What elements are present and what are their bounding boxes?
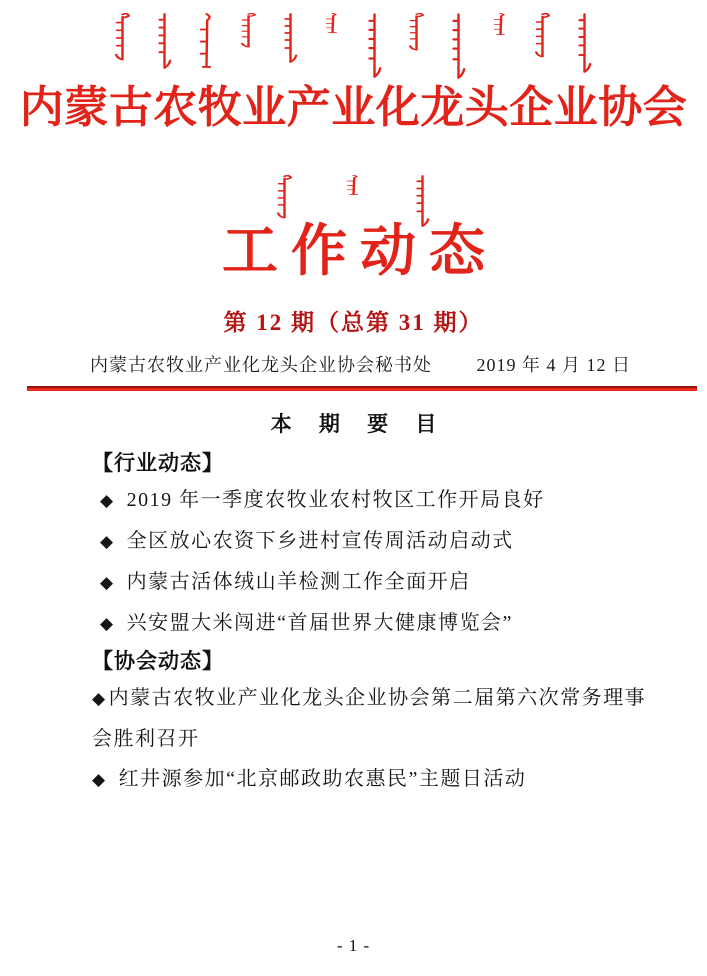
mongolian-script-icon — [492, 13, 509, 35]
toc-section-label-industry: 【行业动态】 — [92, 451, 224, 475]
mongolian-script-icon — [282, 13, 299, 63]
toc-item — [92, 562, 648, 603]
issue-number: 第 12 期（总第 31 期） — [223, 310, 484, 335]
toc-item-text: 内蒙古活体绒山羊检测工作全面开启 — [126, 571, 471, 593]
diamond-bullet-icon: ◆ — [92, 770, 107, 789]
mongolian-script-icon — [276, 175, 293, 219]
page-number: - 1 - — [336, 936, 371, 955]
toc-item-text: 全区放心农资下乡进村宣传周活动启动式 — [126, 530, 514, 552]
toc-item — [92, 759, 648, 800]
mongolian-script-icon — [345, 175, 362, 195]
diamond-bullet-icon: ◆ — [100, 491, 115, 510]
diamond-bullet-icon: ◆ — [100, 614, 115, 633]
mongolian-script-icon — [450, 13, 467, 79]
mongolian-script-icon — [576, 13, 593, 73]
mongolian-script-icon — [198, 13, 215, 68]
mongolian-script-icon — [534, 13, 551, 58]
mongolian-script-icon — [414, 175, 431, 227]
toc-item — [92, 678, 648, 759]
diamond-bullet-icon: ◆ — [92, 689, 107, 708]
publication-info-row — [90, 351, 631, 377]
toc-item-text: 2019 年一季度农牧业农村牧区工作开局良好 — [126, 489, 545, 511]
bulletin-title: 工作动态 — [222, 221, 498, 283]
mongolian-script-row-middle — [0, 175, 707, 227]
publisher-name: 内蒙古农牧业产业化龙头企业协会秘书处 — [90, 355, 432, 375]
toc-heading: 本 期 要 目 — [270, 412, 448, 436]
diamond-bullet-icon: ◆ — [100, 573, 115, 592]
mongolian-script-row-top — [0, 13, 707, 79]
toc-section-label-association: 【协会动态】 — [92, 649, 224, 673]
mongolian-script-icon — [156, 13, 173, 69]
toc — [92, 446, 648, 800]
toc-item-text: 红井源参加“北京邮政助农惠民”主题日活动 — [118, 768, 527, 790]
toc-item-text: 兴安盟大米闯进“首届世界大健康博览会” — [126, 612, 513, 634]
mongolian-script-icon — [366, 13, 383, 78]
mongolian-script-icon — [240, 13, 257, 48]
mongolian-script-icon — [324, 13, 341, 33]
divider-rule — [27, 386, 697, 391]
toc-item-text: 内蒙古农牧业产业化龙头企业协会第二届第六次常务理事会胜利召开 — [92, 687, 647, 750]
toc-item — [92, 480, 648, 521]
org-name-title: 内蒙古农牧业产业化龙头企业协会 — [19, 83, 688, 132]
mongolian-script-icon — [408, 13, 425, 51]
mongolian-script-icon — [114, 13, 131, 61]
publish-date: 2019 年 4 月 12 日 — [476, 355, 631, 375]
toc-item — [92, 521, 648, 562]
toc-item — [92, 603, 648, 644]
diamond-bullet-icon: ◆ — [100, 532, 115, 551]
